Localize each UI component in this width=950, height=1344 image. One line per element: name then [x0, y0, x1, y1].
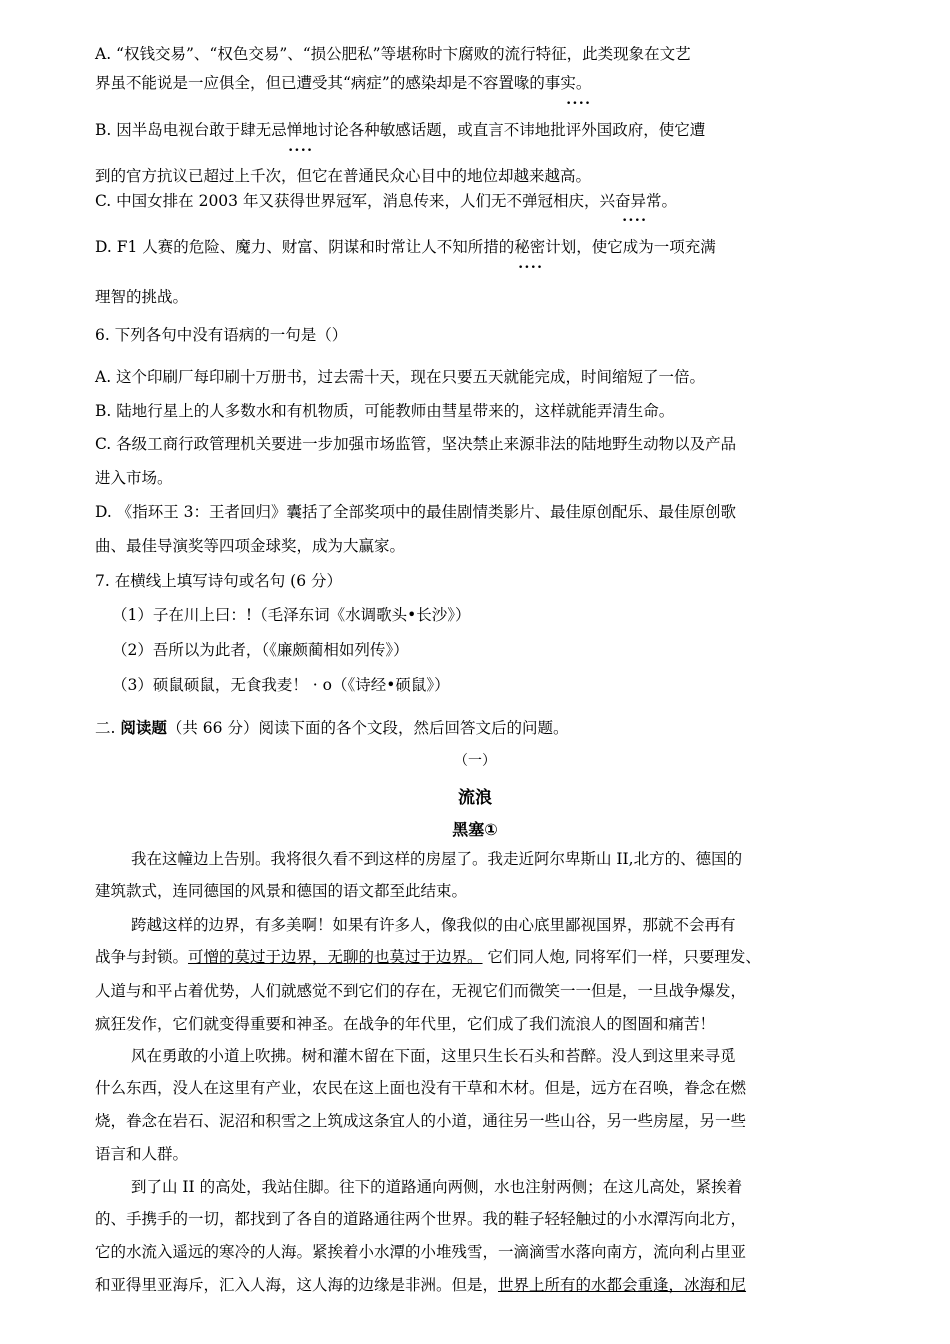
paragraph-4-line4 [95, 1275, 746, 1295]
q6-stem: 6. 下列各句中没有语病的一句是（） [95, 326, 348, 344]
q7-item-3: （3）硕鼠硕鼠，无食我麦！ · o（《诗经•硕鼠》） [112, 676, 450, 694]
text-span: 和亚得里亚海斥，汇入人海，这人海的边缘是非洲。但是， [95, 1276, 499, 1294]
underlined-sentence: 可憎的莫过于边界，无聊的也莫过于边界。 [188, 948, 483, 966]
emphasis-marks: •••• [622, 216, 648, 226]
emphasis-marks: •••• [518, 263, 544, 273]
q6-option-b: B. 陆地行星上的人多数水和有机物质，可能教师由彗星带来的，这样就能弄清生命。 [95, 402, 675, 420]
section-title: 阅读题 [120, 718, 167, 737]
q5-option-d-line2: 理智的挑战。 [95, 288, 189, 306]
q7-item-2: （2）吾所以为此者，（《廉颇蔺相如列传》） [112, 641, 409, 659]
paragraph-2-line1: 跨越这样的边界，有多美啊！如果有许多人，像我似的由心底里鄙视国界，那就不会再有 [131, 916, 736, 934]
text-span: 它们同人炮, 同将军们一样，只要理发、 [482, 948, 761, 966]
paragraph-2-line2 [95, 947, 761, 967]
q6-option-d-line1: D. 《指环王 3：王者回归》囊括了全部奖项中的最佳剧情类影片、最佳原创配乐、最佳原创歌 [95, 503, 737, 521]
q5-option-c-line1: C. 中国女排在 2003 年又获得世界冠军，消息传来，人们无不弹冠相庆，兴奋异常。 [95, 192, 677, 210]
underlined-sentence: 世界上所有的水都会重逢，冰海和尼 [498, 1276, 747, 1294]
paragraph-3-line2: 什么东西，没人在这里有产业，农民在这上面也没有干草和木材。但是，远方在召唤，眷念在燃 [95, 1079, 747, 1097]
q7-item-1: （1）子在川上曰：!（毛泽东词《水调歌头•长沙》） [112, 606, 471, 624]
q7-stem: 7. 在横线上填写诗句或名句 (6 分） [95, 572, 342, 590]
q6-option-a: A. 这个印刷厂每印刷十万册书，过去需十天，现在只要五天就能完成，时间缩短了一倍。 [95, 368, 706, 386]
paragraph-3-line1: 风在勇敢的小道上吹拂。树和灌木留在下面，这里只生长石头和苔醉。没人到这里来寻觅 [131, 1047, 736, 1065]
paragraph-4-line2: 的、手携手的一切，都找到了各自的道路通往两个世界。我的鞋子轻轻触过的小水潭泻向北方， [95, 1210, 747, 1228]
paragraph-4-line1: 到了山 II 的高处，我站住脚。往下的道路通向两侧，水也注射两侧；在这儿高处，紧挨着 [131, 1178, 743, 1196]
q6-option-d-line2: 曲、最佳导演奖等四项金球奖，成为大赢家。 [95, 537, 406, 555]
q5-option-b-line2: 到的官方抗议已超过上千次，但它在普通民众心目中的地位却越来越高。 [95, 167, 592, 185]
paragraph-1-line1: 我在这幢边上告别。我将很久看不到这样的房屋了。我走近阿尔卑斯山 II,北方的、德国的 [131, 850, 743, 868]
emphasis-marks: •••• [288, 146, 314, 156]
paragraph-2-line3: 人道与和平占着优势，人们就感觉不到它们的存在，无视它们而微笑一一但是，一旦战争爆发， [95, 982, 747, 1000]
paragraph-1-line2: 建筑款式，连同德国的风景和德国的语文都至此结束。 [95, 882, 468, 900]
q5-option-b-line1: B. 因半岛电视台敢于肆无忌惮地讨论各种敏感话题，或直言不讳地批评外国政府，使它遭 [95, 121, 706, 139]
q5-option-a-line2: 界虽不能说是一应俱全，但已遭受其“病症”的感染却是不容置喙的事实。 [95, 74, 592, 92]
q6-option-c-line2: 进入市场。 [95, 469, 173, 487]
section-heading [95, 718, 568, 738]
passage-number: （一） [454, 753, 496, 769]
section-number: 二. [95, 719, 121, 737]
q5-option-a-line1: A. “权钱交易”、“权色交易”、“损公肥私”等堪称时卞腐败的流行特征，此类现象在文艺 [95, 45, 691, 63]
emphasis-marks: •••• [566, 99, 592, 109]
q6-option-c-line1: C. 各级工商行政管理机关要进一步加强市场监管，坚决禁止来源非法的陆地野生动物以及产品 [95, 435, 737, 453]
paragraph-3-line3: 烧，眷念在岩石、泥沼和积雪之上筑成这条宜人的小道，通往另一些山谷，另一些房屋，另一些 [95, 1112, 747, 1130]
text-span: 战争与封锁。 [95, 948, 189, 966]
q5-option-d-line1: D. F1 人赛的危险、魔力、财富、阴谋和时常让人不知所措的秘密计划，使它成为一项充满 [95, 238, 716, 256]
passage-title: 流浪 [458, 788, 492, 808]
section-instructions: （共 66 分）阅读下面的各个文段，然后回答文后的问题。 [166, 719, 569, 737]
paragraph-2-line4: 疯狂发作，它们就变得重要和神圣。在战争的年代里，它们成了我们流浪人的图圄和痛苦！ [95, 1015, 716, 1033]
passage-author: 黑塞① [452, 820, 498, 839]
paragraph-4-line3: 它的水流入遥远的寒冷的人海。紧挨着小水潭的小堆残雪，一滴滴雪水落向南方，流向利占里亚 [95, 1243, 747, 1261]
paragraph-3-line4: 语言和人群。 [95, 1145, 189, 1163]
